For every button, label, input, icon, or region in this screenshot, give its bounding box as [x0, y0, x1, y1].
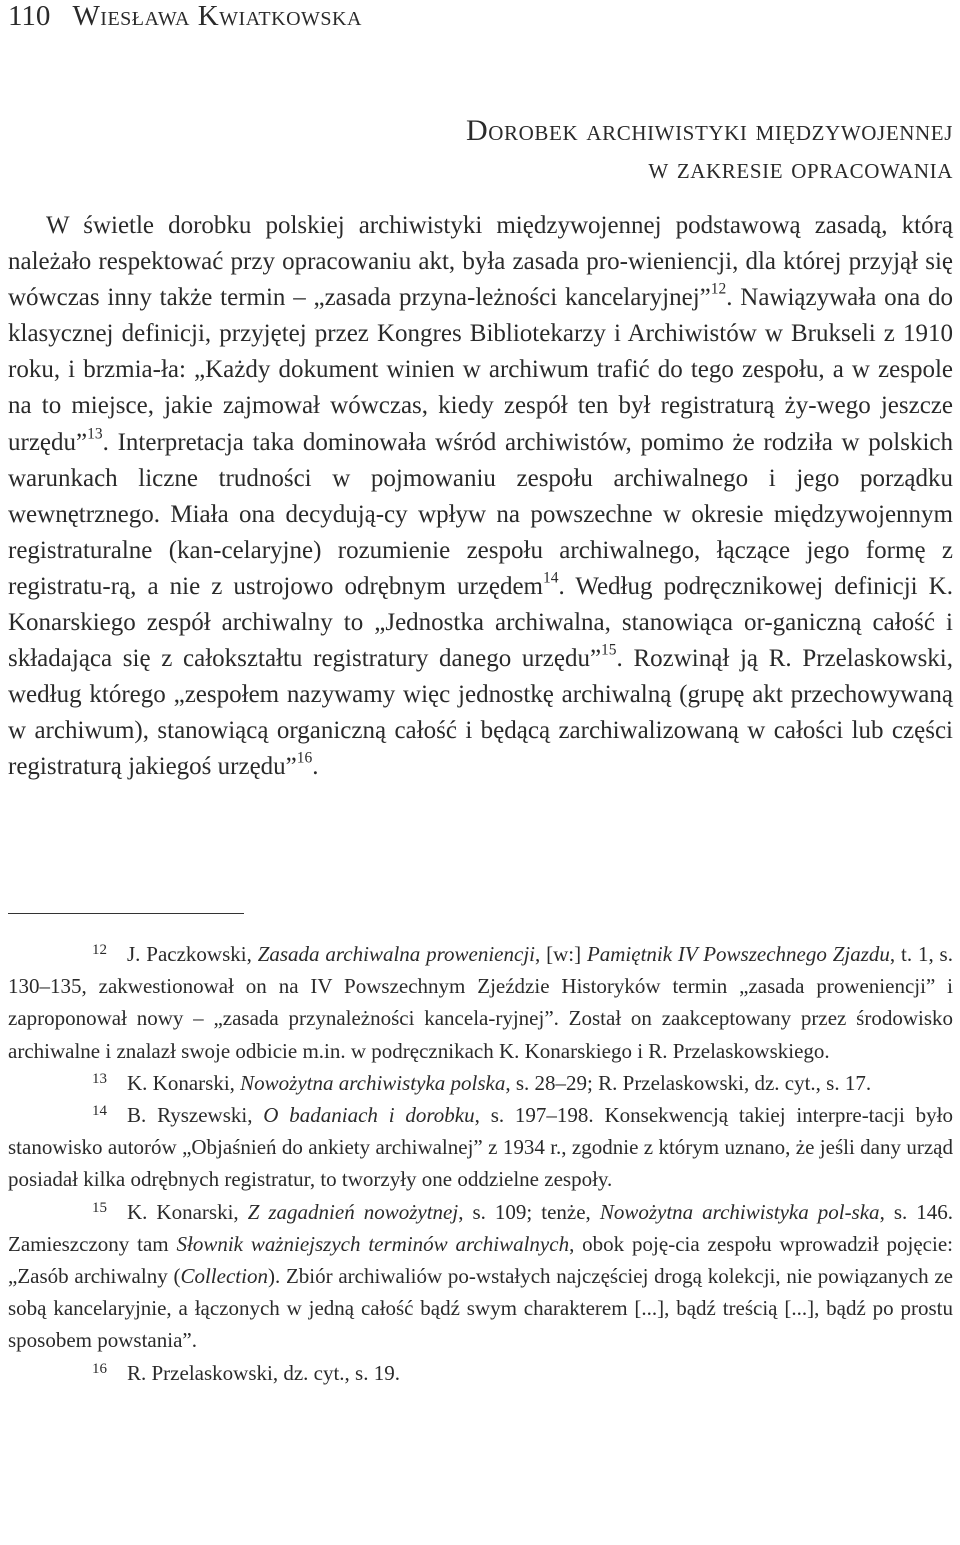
footnote-text: , s. 197–198. Konsekwencją takiej interpre-tacji było stanowisko autorów „Objaśnień do ankiety archiwalnej” z 1934 r., zgodnie z którym uznano, że jeśli dany urząd posiadał kilka odrębnych registratur, to tworzyły one oddzielne zespoły.	[8, 1103, 953, 1192]
footnote-text: , [w:]	[535, 942, 587, 966]
footnote-title: Słownik ważniejszych terminów archiwalnych	[176, 1231, 570, 1256]
footnote-title: O badaniach i dorobku	[263, 1103, 475, 1128]
body-text-segment: . Rozwinął ją R. Przelaskowski, według którego „zespołem nazywamy więc jednostkę archiwalną (grupę akt przechowywaną w archiwum), stanowiącą organiczną całość i będącą zarchiwalizowaną w całości lub części registraturą jakiegoś urzędu”	[8, 645, 954, 781]
footnote-title: Z zagadnień nowożytnej	[247, 1199, 459, 1224]
footnote-text: , t. 1, s. 130–135, zakwestionował on na IV Powszechnym Zjeździe Historyków termin „zasada proweniencji” i zaproponował nowy – „zasada przynależności kancela-ryjnej”. Został on zaakceptowany przez środowisko archiwalne i znalazł swoje odbicie m.in. w podręcznikach K. Konarskiego i R. Przelaskowskiego.	[8, 942, 953, 1063]
footnote-12: 12 J. Paczkowski, Zasada archiwalna proweniencji, [w:] Pamiętnik IV Powszechnego Zjazdu, t. 1, s. 130–135, zakwestionował on na IV Powszechnym Zjeździe Historyków termin „zasada proweniencji” i zaproponował nowy – „zasada przynależności kancela-ryjnej”. Został on zaakceptowany przez środowisko archiwalne i znalazł swoje odbicie m.in. w podręcznikach K. Konarskiego i R. Przelaskowskiego.	[8, 942, 953, 1063]
section-heading-line-2: w zakresie opracowania	[648, 152, 953, 185]
page-number: 110	[8, 0, 51, 32]
footnote-ref-12[interactable]: 12	[710, 280, 727, 298]
body-text-segment: W świetle dorobku polskiej archiwistyki międzywojennej podstawową zasadą, którą należało respektować przy opracowaniu akt, była zasada pro-wieniencji, dla której przyjął się wówczas inny także termin – „zasada przyna-leżności kancelaryjnej”	[8, 212, 953, 312]
footnote-text: , s. 28–29; R. Przelaskowski, dz. cyt., s. 17.	[505, 1070, 872, 1095]
section-heading-line-1: Dorobek archiwistyki międzywojennej	[466, 114, 953, 147]
body-text	[8, 208, 953, 786]
footnote-15: 15 K. Konarski, Z zagadnień nowożytnej, s. 109; tenże, Nowożytna archiwistyka pol-ska, s. 146. Zamieszczony tam Słownik ważniejszych terminów archiwalnych, obok poję-cia zespołu wprowadził pojęcie: „Zasób archiwalny (Collection). Zbiór archiwaliów po-wstałych najczęściej drogą kolekcji, nie powiązanych ze sobą kancelaryjnie, a łączonych w jedną całość bądź swym charakterem [...], bądź treścią [...], bądź po prostu sposobem powstania”.	[8, 1199, 954, 1353]
footnote-title: Nowożytna archiwistyka pol-ska	[599, 1199, 880, 1224]
footnote-text: K. Konarski,	[127, 1070, 241, 1095]
section-heading	[300, 112, 953, 188]
footnote-text: , s. 109; tenże,	[458, 1199, 600, 1224]
body-text-segment: . Według podręcznikowej definicji K. Konarskiego zespół archiwalny to „Jednostka archiwalna, stanowiąca or-ganiczną całość i składająca się z całokształtu registratury danego urzędu”	[8, 572, 953, 673]
running-head-author: Wiesława Kwiatkowska	[72, 0, 362, 32]
footnote-ref-14[interactable]: 14	[543, 569, 559, 587]
footnote-ref-16[interactable]: 16	[296, 749, 313, 767]
footnote-13: 13 K. Konarski, Nowożytna archiwistyka polska, s. 28–29; R. Przelaskowski, dz. cyt., s. 17.	[92, 1070, 872, 1095]
footnote-ref-15[interactable]: 15	[601, 641, 617, 659]
footnote-text: ). Zbiór archiwaliów po-wstałych najczęściej drogą kolekcji, nie powiązanych ze sobą kancelaryjnie, a łączonych w jedną całość bądź swym charakterem [...], bądź treścią [...], bądź po prostu sposobem powstania”.	[8, 1264, 953, 1353]
footnote-text: , obok poję-cia zespołu wprowadził pojęcie: „Zasób archiwalny (	[8, 1231, 953, 1289]
body-text-segment: . Nawiązywała ona do klasycznej definicji, przyjętej przez Kongres Bibliotekarzy i Archiwistów w Brukseli z 1910 roku, i brzmia-ła: „Każdy dokument winien w archiwum trafić do tego zespołu, a w zespole na to miejsce, jakie zajmował wówczas, kiedy zespół ten był registraturą ży-wego jeszcze urzędu”	[8, 284, 953, 456]
footnote-16: 16 R. Przelaskowski, dz. cyt., s. 19.	[92, 1360, 400, 1385]
footnote-14: 14 B. Ryszewski, O badaniach i dorobku, s. 197–198. Konsekwencją takiej interpre-tacji było stanowisko autorów „Objaśnień do ankiety archiwalnej” z 1934 r., zgodnie z którym uznano, że jeśli dany urząd posiadał kilka odrębnych registratur, to tworzyły one oddzielne zespoły.	[8, 1103, 953, 1192]
footnote-title: Zasada archiwalna proweniencji	[257, 942, 535, 966]
footnotes	[8, 938, 953, 1389]
running-head	[8, 0, 362, 32]
body-paragraph	[8, 208, 953, 786]
footnote-ref-13[interactable]: 13	[87, 424, 103, 442]
footnote-text: B. Ryszewski,	[127, 1103, 264, 1128]
footnote-title: Nowożytna archiwistyka polska	[240, 1070, 506, 1095]
footnote-separator	[8, 913, 244, 914]
footnote-title: Pamiętnik IV Powszechnego Zjazdu	[586, 942, 890, 966]
footnote-title: Collection	[180, 1264, 268, 1289]
footnote-text: R. Przelaskowski, dz. cyt., s. 19.	[127, 1360, 400, 1385]
footnote-text: , s. 146. Zamieszczony tam	[8, 1199, 954, 1256]
footnote-text: J. Paczkowski,	[127, 942, 258, 966]
body-text-segment: .	[312, 753, 319, 781]
footnote-text: K. Konarski,	[127, 1199, 248, 1224]
body-text-segment: . Interpretacja taka dominowała wśród archiwistów, pomimo że rodziła w polskich warunkach liczne trudności w pojmowaniu zespołu archiwalnego i jego porządku wewnętrznego. Miała ona decydują-cy wpływ na powszechne w okresie międzywojennym registraturalne (kan-celaryjne) rozumienie zespołu archiwalnego, łączące jego formę z registratu-rą, a nie z ustrojowo odrębnym urzędem	[8, 428, 953, 600]
